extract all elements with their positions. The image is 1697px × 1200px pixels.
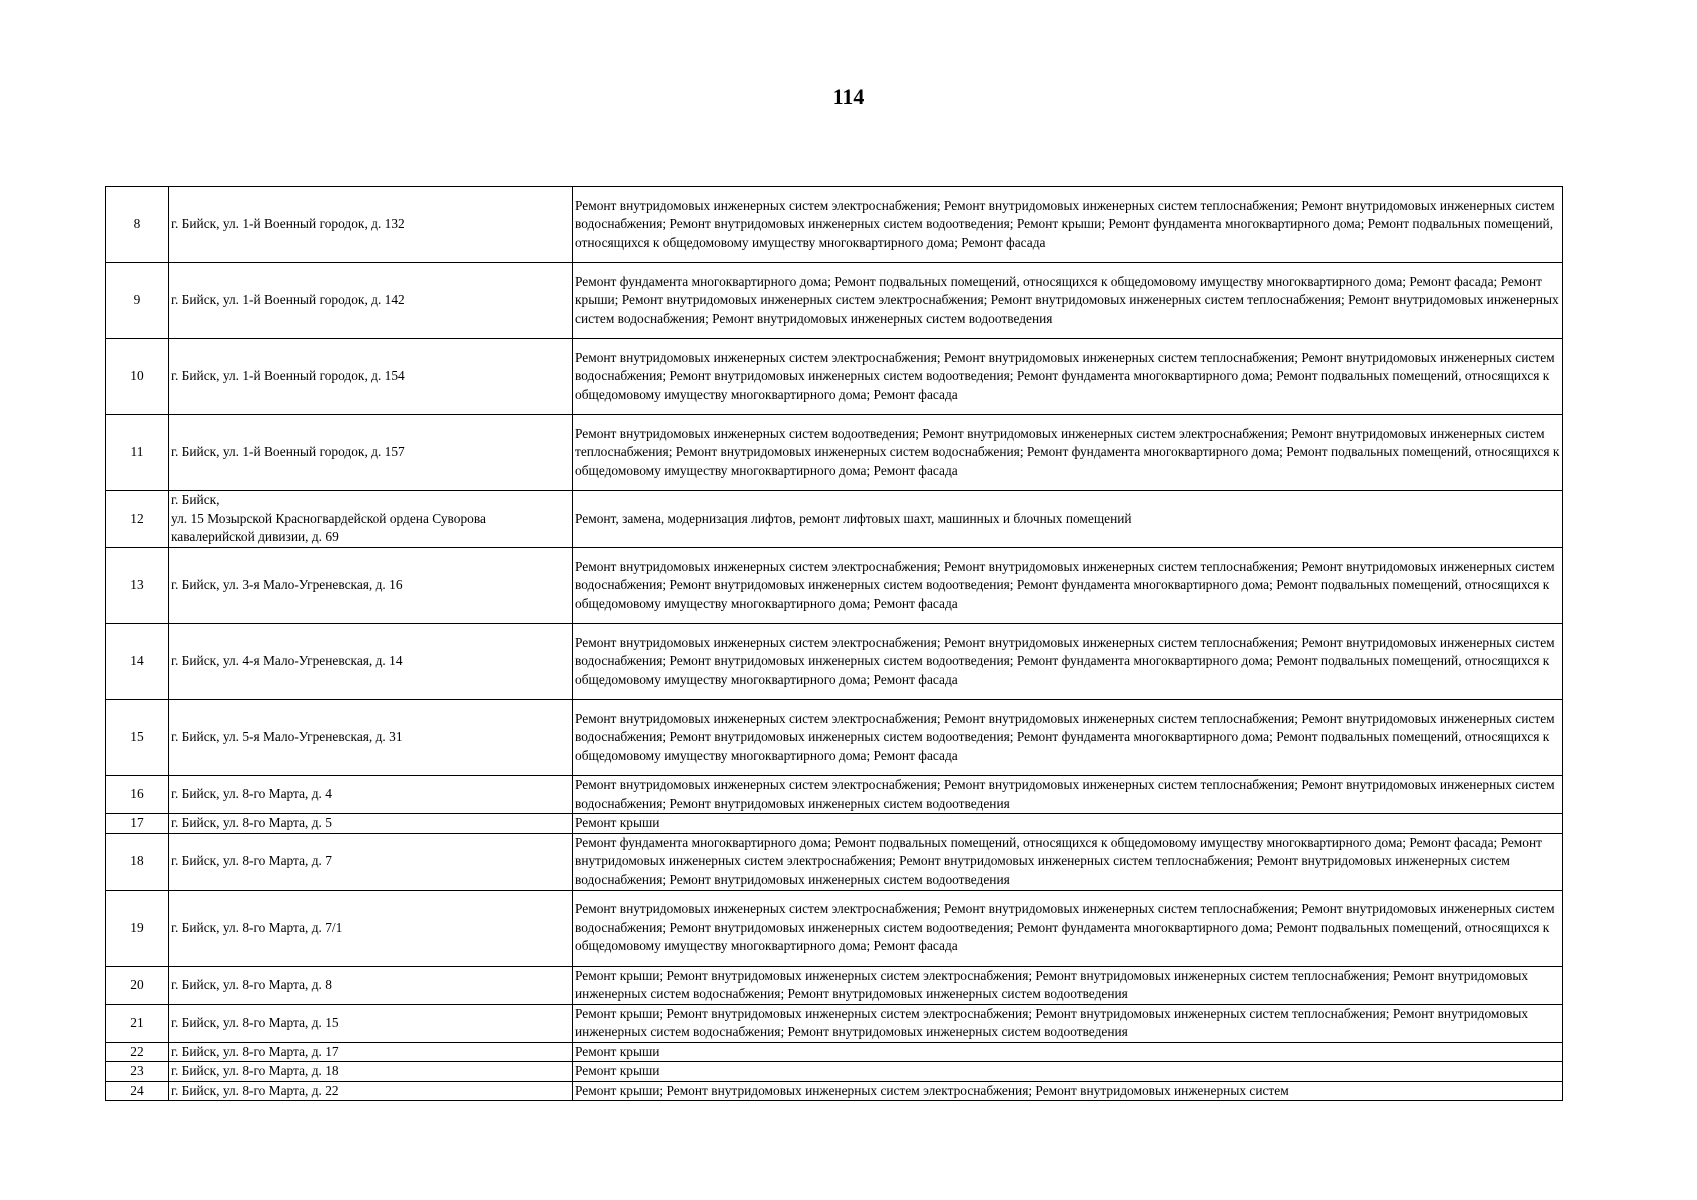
table-row — [106, 187, 1563, 263]
page-number: 114 — [832, 84, 865, 109]
row-number-cell: 8 — [106, 187, 169, 263]
table-row — [106, 1042, 1563, 1062]
table-row — [106, 1004, 1563, 1042]
works-cell: Ремонт внутридомовых инженерных систем электроснабжения; Ремонт внутридомовых инженерных систем теплоснабжения; Ремонт внутридомовых инженерных систем водоснабжения; Ремонт внутридомовых инженерных систем водоотведения; Ремонт фундамента многоквартирного дома; Ремонт подвальных помещений, относящихся к общедомовому имуществу многоквартирного дома; Ремонт фасада — [573, 548, 1563, 624]
row-number-cell: 10 — [106, 339, 169, 415]
repair-table — [105, 186, 1563, 1101]
works-cell: Ремонт фундамента многоквартирного дома; Ремонт подвальных помещений, относящихся к общедомовому имуществу многоквартирного дома; Ремонт фасада; Ремонт крыши; Ремонт внутридомовых инженерных систем электроснабжения; Ремонт внутридомовых инженерных систем теплоснабжения; Ремонт внутридомовых инженерных систем водоснабжения; Ремонт внутридомовых инженерных систем водоотведения — [573, 263, 1563, 339]
row-number-cell: 23 — [106, 1062, 169, 1082]
address-cell: г. Бийск, ул. 1-й Военный городок, д. 142 — [169, 263, 573, 339]
table-row — [106, 339, 1563, 415]
row-number-cell: 20 — [106, 966, 169, 1004]
works-cell: Ремонт фундамента многоквартирного дома; Ремонт подвальных помещений, относящихся к общедомовому имуществу многоквартирного дома; Ремонт фасада; Ремонт внутридомовых инженерных систем электроснабжения; Ремонт внутридомовых инженерных систем теплоснабжения; Ремонт внутридомовых инженерных систем водоснабжения; Ремонт внутридомовых инженерных систем водоотведения — [573, 833, 1563, 890]
table-row — [106, 1081, 1563, 1101]
table-row — [106, 966, 1563, 1004]
row-number-cell: 13 — [106, 548, 169, 624]
row-number-cell: 12 — [106, 491, 169, 548]
address-cell: г. Бийск, ул. 8-го Марта, д. 17 — [169, 1042, 573, 1062]
works-cell: Ремонт крыши — [573, 1062, 1563, 1082]
address-cell: г. Бийск, ул. 8-го Марта, д. 8 — [169, 966, 573, 1004]
address-cell: г. Бийск, ул. 3-я Мало-Угреневская, д. 16 — [169, 548, 573, 624]
table-row — [106, 814, 1563, 834]
works-cell: Ремонт крыши — [573, 814, 1563, 834]
address-cell: г. Бийск, ул. 8-го Марта, д. 22 — [169, 1081, 573, 1101]
table-row — [106, 624, 1563, 700]
row-number-cell: 19 — [106, 890, 169, 966]
table-row — [106, 548, 1563, 624]
table-row — [106, 890, 1563, 966]
table-row — [106, 776, 1563, 814]
row-number-cell: 22 — [106, 1042, 169, 1062]
address-cell: г. Бийск, ул. 8-го Марта, д. 5 — [169, 814, 573, 834]
address-cell: г. Бийск, ул. 8-го Марта, д. 15 — [169, 1004, 573, 1042]
address-cell: г. Бийск, ул. 1-й Военный городок, д. 154 — [169, 339, 573, 415]
table-row — [106, 263, 1563, 339]
table-row — [106, 833, 1563, 890]
address-cell: г. Бийск, ул. 8-го Марта, д. 7/1 — [169, 890, 573, 966]
row-number-cell: 16 — [106, 776, 169, 814]
works-cell: Ремонт крыши — [573, 1042, 1563, 1062]
address-cell: г. Бийск, ул. 8-го Марта, д. 7 — [169, 833, 573, 890]
row-number-cell: 21 — [106, 1004, 169, 1042]
row-number-cell: 9 — [106, 263, 169, 339]
works-cell: Ремонт крыши; Ремонт внутридомовых инженерных систем электроснабжения; Ремонт внутридомовых инженерных систем теплоснабжения; Ремонт внутридомовых инженерных систем водоснабжения; Ремонт внутридомовых инженерных систем водоотведения — [573, 1004, 1563, 1042]
works-cell: Ремонт внутридомовых инженерных систем электроснабжения; Ремонт внутридомовых инженерных систем теплоснабжения; Ремонт внутридомовых инженерных систем водоснабжения; Ремонт внутридомовых инженерных систем водоотведения; Ремонт фундамента многоквартирного дома; Ремонт подвальных помещений, относящихся к общедомовому имуществу многоквартирного дома; Ремонт фасада — [573, 624, 1563, 700]
table-row — [106, 415, 1563, 491]
works-cell: Ремонт внутридомовых инженерных систем электроснабжения; Ремонт внутридомовых инженерных систем теплоснабжения; Ремонт внутридомовых инженерных систем водоснабжения; Ремонт внутридомовых инженерных систем водоотведения; Ремонт фундамента многоквартирного дома; Ремонт подвальных помещений, относящихся к общедомовому имуществу многоквартирного дома; Ремонт фасада — [573, 700, 1563, 776]
table-row — [106, 700, 1563, 776]
address-cell: г. Бийск, ул. 8-го Марта, д. 18 — [169, 1062, 573, 1082]
row-number-cell: 18 — [106, 833, 169, 890]
address-cell: г. Бийск, ул. 1-й Военный городок, д. 132 — [169, 187, 573, 263]
works-cell: Ремонт внутридомовых инженерных систем электроснабжения; Ремонт внутридомовых инженерных систем теплоснабжения; Ремонт внутридомовых инженерных систем водоснабжения; Ремонт внутридомовых инженерных систем водоотведения; Ремонт фундамента многоквартирного дома; Ремонт подвальных помещений, относящихся к общедомовому имуществу многоквартирного дома; Ремонт фасада — [573, 890, 1563, 966]
table-row — [106, 491, 1563, 548]
works-cell: Ремонт внутридомовых инженерных систем электроснабжения; Ремонт внутридомовых инженерных систем теплоснабжения; Ремонт внутридомовых инженерных систем водоснабжения; Ремонт внутридомовых инженерных систем водоотведения — [573, 776, 1563, 814]
address-cell: г. Бийск, ул. 1-й Военный городок, д. 157 — [169, 415, 573, 491]
row-number-cell: 11 — [106, 415, 169, 491]
works-cell: Ремонт крыши; Ремонт внутридомовых инженерных систем электроснабжения; Ремонт внутридомовых инженерных систем теплоснабжения; Ремонт внутридомовых инженерных систем водоснабжения; Ремонт внутридомовых инженерных систем водоотведения — [573, 966, 1563, 1004]
table-row — [106, 1062, 1563, 1082]
row-number-cell: 24 — [106, 1081, 169, 1101]
address-cell: г. Бийск, ул. 4-я Мало-Угреневская, д. 14 — [169, 624, 573, 700]
works-cell: Ремонт, замена, модернизация лифтов, ремонт лифтовых шахт, машинных и блочных помещений — [573, 491, 1563, 548]
address-cell: г. Бийск, ул. 5-я Мало-Угреневская, д. 31 — [169, 700, 573, 776]
works-cell: Ремонт внутридомовых инженерных систем электроснабжения; Ремонт внутридомовых инженерных систем теплоснабжения; Ремонт внутридомовых инженерных систем водоснабжения; Ремонт внутридомовых инженерных систем водоотведения; Ремонт фундамента многоквартирного дома; Ремонт подвальных помещений, относящихся к общедомовому имуществу многоквартирного дома; Ремонт фасада — [573, 339, 1563, 415]
address-cell: г. Бийск, ул. 15 Мозырской Красногвардейской ордена Суворова кавалерийской дивизии, д. 69 — [169, 491, 573, 548]
address-cell: г. Бийск, ул. 8-го Марта, д. 4 — [169, 776, 573, 814]
works-cell: Ремонт крыши; Ремонт внутридомовых инженерных систем электроснабжения; Ремонт внутридомовых инженерных систем — [573, 1081, 1563, 1101]
table-body — [106, 187, 1563, 1101]
works-cell: Ремонт внутридомовых инженерных систем электроснабжения; Ремонт внутридомовых инженерных систем теплоснабжения; Ремонт внутридомовых инженерных систем водоснабжения; Ремонт внутридомовых инженерных систем водоотведения; Ремонт крыши; Ремонт фундамента многоквартирного дома; Ремонт подвальных помещений, относящихся к общедомовому имуществу многоквартирного дома; Ремонт фасада — [573, 187, 1563, 263]
row-number-cell: 15 — [106, 700, 169, 776]
row-number-cell: 17 — [106, 814, 169, 834]
row-number-cell: 14 — [106, 624, 169, 700]
works-cell: Ремонт внутридомовых инженерных систем водоотведения; Ремонт внутридомовых инженерных систем электроснабжения; Ремонт внутридомовых инженерных систем теплоснабжения; Ремонт внутридомовых инженерных систем водоснабжения; Ремонт фундамента многоквартирного дома; Ремонт подвальных помещений, относящихся к общедомовому имуществу многоквартирного дома; Ремонт фасада — [573, 415, 1563, 491]
